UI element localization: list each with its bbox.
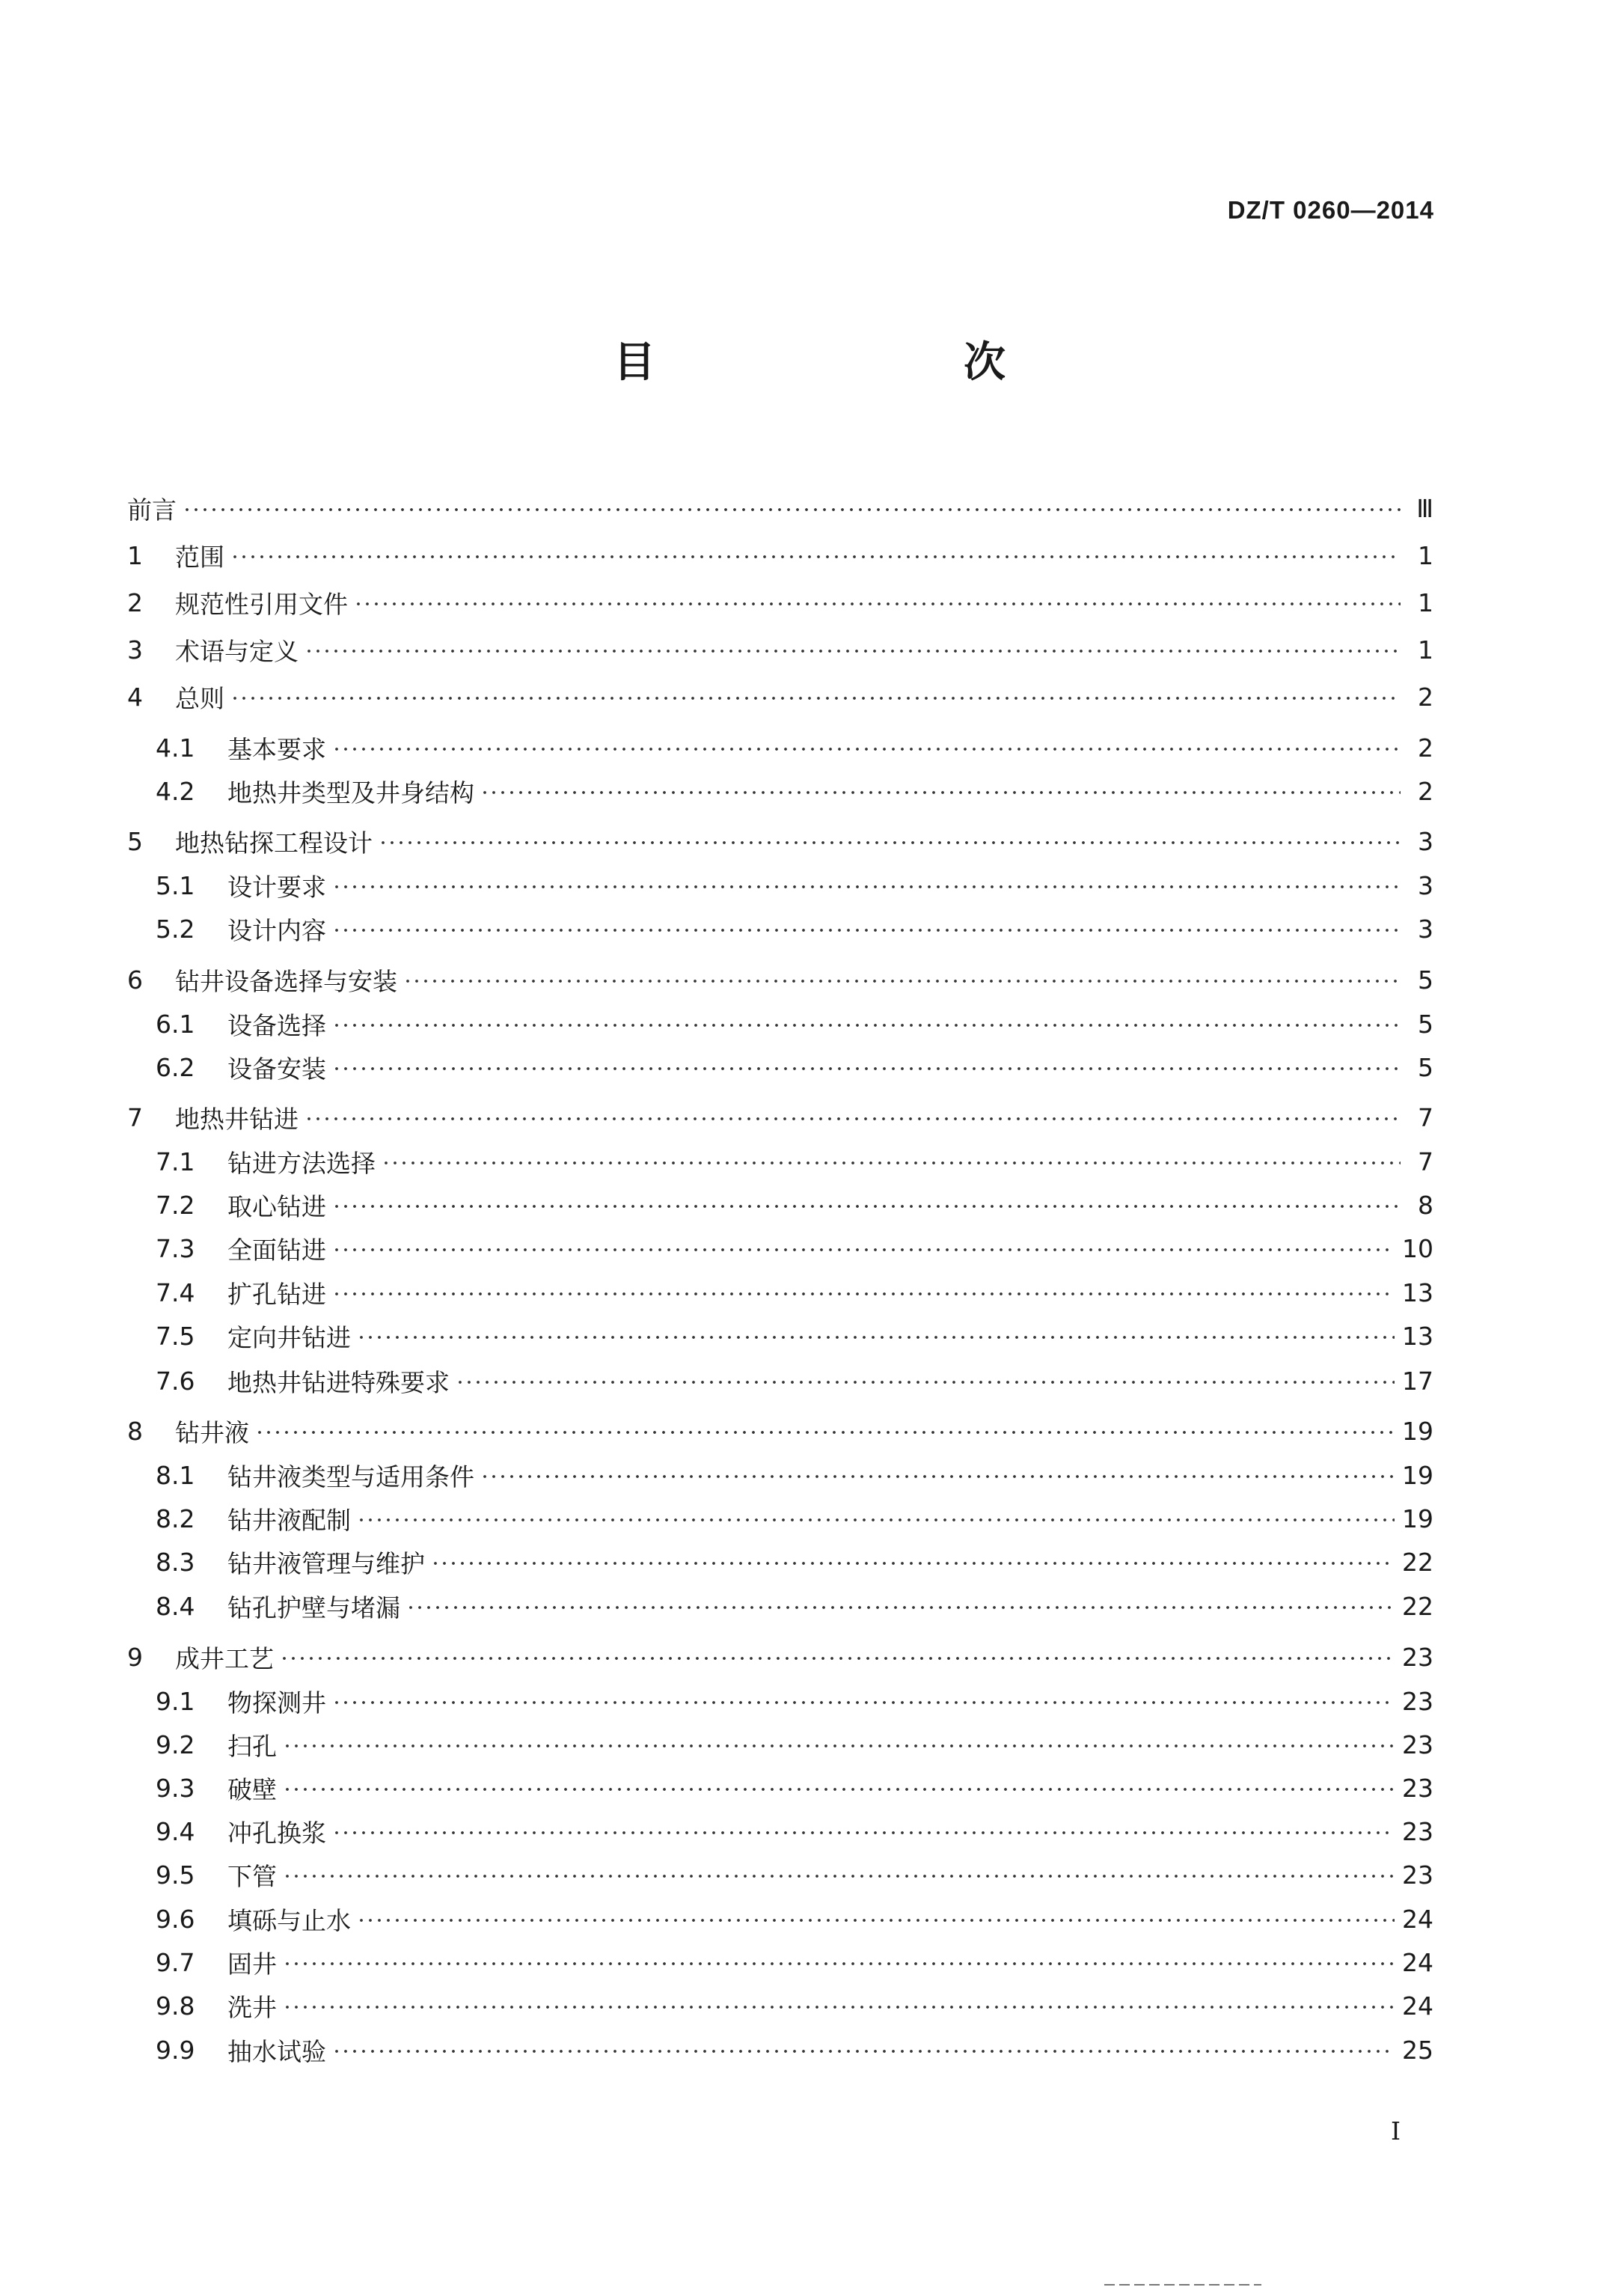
toc-entry-number: 8 (127, 1416, 143, 1446)
toc-entry (156, 729, 1433, 766)
toc-dot-leader (406, 1605, 1395, 1610)
toc-entry-label: 洗井 (227, 1992, 277, 2022)
toc-entry-label: 扩孔钻进 (227, 1279, 326, 1309)
toc-entry-number: 7.4 (156, 1277, 195, 1307)
toc-entry (156, 1274, 1433, 1311)
toc-entry-label: 下管 (227, 1861, 277, 1891)
toc-entry-page: 17 (1402, 1366, 1433, 1396)
toc-dot-leader (357, 1335, 1395, 1340)
toc-entry (156, 1048, 1433, 1086)
toc-dot-leader (230, 696, 1401, 700)
toc-dot-leader (382, 1161, 1401, 1165)
toc-entry-label: 钻井设备选择与安装 (175, 966, 397, 996)
standard-code: DZ/T 0260—2014 (1227, 196, 1434, 224)
toc-entry-label: 钻井液 (175, 1417, 249, 1447)
toc-entry-number: 9.2 (156, 1729, 195, 1759)
toc-entry-page: 19 (1402, 1416, 1433, 1446)
toc-entry-number: 8.2 (156, 1503, 195, 1533)
toc-entry-number: 2 (127, 587, 143, 617)
toc-entry-label: 前言 (127, 495, 177, 525)
toc-entry-number: 9.3 (156, 1773, 195, 1803)
toc-entry (127, 584, 1433, 621)
toc-entry-label: 物探测井 (227, 1688, 326, 1718)
toc-dot-leader (332, 1023, 1401, 1028)
toc-entry (127, 537, 1433, 574)
toc-entry-page: 23 (1402, 1729, 1433, 1759)
toc-entry-number: 5.1 (156, 870, 195, 900)
toc-entry (156, 1944, 1433, 1981)
toc-entry-number: 6 (127, 965, 143, 995)
toc-entry-number: 9.5 (156, 1860, 195, 1890)
toc-entry-label: 钻孔护壁与堵漏 (227, 1593, 400, 1622)
toc-entry-label: 地热井钻进 (175, 1104, 299, 1134)
toc-dot-leader (354, 602, 1401, 606)
toc-entry-number: 8.4 (156, 1591, 195, 1621)
toc-entry-page: 19 (1402, 1503, 1433, 1533)
toc-dot-leader (304, 1117, 1401, 1121)
toc-entry-page: 24 (1402, 1947, 1433, 1977)
toc-entry-label: 设计内容 (227, 915, 326, 945)
page-title: 目 次 (613, 338, 1080, 387)
toc-dot-leader (283, 1744, 1395, 1748)
toc-dot-leader (332, 928, 1401, 932)
toc-entry-page: 8 (1418, 1190, 1433, 1220)
toc-dot-leader (332, 1204, 1401, 1209)
toc-entry-number: 9.7 (156, 1947, 195, 1977)
toc-entry-label: 钻井液类型与适用条件 (227, 1462, 474, 1492)
toc-entry (127, 678, 1433, 715)
toc-entry-page: 7 (1418, 1102, 1433, 1132)
toc-entry (127, 822, 1433, 860)
toc-entry-page: 3 (1418, 870, 1433, 900)
toc-entry-label: 冲孔换浆 (227, 1818, 326, 1848)
toc-entry-page: 23 (1402, 1773, 1433, 1803)
toc-entry-label: 基本要求 (227, 734, 326, 764)
toc-entry (156, 1587, 1433, 1625)
toc-dot-leader (332, 2049, 1395, 2054)
toc-entry-label: 定向井钻进 (227, 1322, 351, 1352)
toc-entry (127, 961, 1433, 998)
toc-entry-page: 5 (1418, 965, 1433, 995)
toc-entry (156, 1362, 1433, 1399)
toc-dot-leader (230, 555, 1401, 559)
toc-entry-label: 全面钻进 (227, 1235, 326, 1265)
toc-entry-page: 13 (1402, 1321, 1433, 1351)
toc-entry-number: 7 (127, 1102, 143, 1132)
toc-entry (156, 910, 1433, 947)
toc-entry-label: 钻井液配制 (227, 1505, 351, 1535)
toc-entry-number: 8.3 (156, 1547, 195, 1577)
toc-entry (156, 1230, 1433, 1267)
toc-entry-label: 设计要求 (227, 872, 326, 902)
toc-entry-number: 3 (127, 635, 143, 665)
page-number: I (1390, 2116, 1401, 2146)
toc-entry-number: 7.6 (156, 1366, 195, 1396)
toc-entry (156, 1900, 1433, 1938)
toc-entry-label: 地热井类型及井身结构 (227, 778, 474, 807)
toc-entry-label: 总则 (175, 683, 224, 713)
toc-dot-leader (183, 507, 1401, 512)
toc-entry-number: 8.1 (156, 1460, 195, 1490)
toc-entry-page: 23 (1402, 1642, 1433, 1672)
toc-entry (156, 1186, 1433, 1224)
toc-entry (156, 867, 1433, 904)
toc-dot-leader (379, 840, 1401, 845)
toc-dot-leader (431, 1561, 1395, 1566)
toc-entry-page: 22 (1402, 1547, 1433, 1577)
toc-entry (156, 1856, 1433, 1893)
toc-entry-label: 地热钻探工程设计 (175, 828, 373, 858)
toc-entry-page: 1 (1418, 635, 1433, 665)
toc-dot-leader (332, 1700, 1395, 1705)
toc-entry-label: 设备选择 (227, 1010, 326, 1040)
toc-entry-page: 23 (1402, 1860, 1433, 1890)
toc-entry-number: 4.2 (156, 776, 195, 806)
toc-entry-page: 1 (1418, 540, 1433, 570)
toc-entry-page: 7 (1418, 1147, 1433, 1176)
toc-entry-label: 填砾与止水 (227, 1905, 351, 1935)
toc-entry-number: 4.1 (156, 733, 195, 763)
toc-dot-leader (283, 1787, 1395, 1792)
toc-dot-leader (283, 2005, 1395, 2009)
toc-entry-number: 5.2 (156, 914, 195, 944)
toc-dot-leader (480, 790, 1401, 795)
toc-entry-page: 23 (1402, 1816, 1433, 1846)
toc-entry-number: 9 (127, 1642, 143, 1672)
toc-entry-number: 4 (127, 682, 143, 712)
toc-entry-label: 抽水试验 (227, 2036, 326, 2066)
toc-entry-page: 13 (1402, 1277, 1433, 1307)
toc-entry-label: 范围 (175, 542, 224, 572)
toc-entry-page: 5 (1418, 1009, 1433, 1039)
toc-entry-label: 钻进方法选择 (227, 1148, 376, 1178)
toc-dot-leader (357, 1918, 1395, 1923)
toc-entry-page: 23 (1402, 1686, 1433, 1716)
toc-entry (156, 1726, 1433, 1763)
toc-dot-leader (456, 1380, 1395, 1384)
toc-entry (127, 489, 1433, 527)
toc-entry-number: 7.3 (156, 1233, 195, 1263)
toc-dot-leader (280, 1656, 1395, 1661)
toc-entry-page: 24 (1402, 1991, 1433, 2021)
toc-entry-page: Ⅲ (1416, 493, 1433, 523)
toc-dot-leader (480, 1474, 1395, 1479)
toc-entry-page: 2 (1418, 733, 1433, 763)
toc-entry (127, 1099, 1433, 1136)
toc-entry-page: 3 (1418, 914, 1433, 944)
toc-entry-page: 2 (1418, 682, 1433, 712)
toc-entry (156, 1682, 1433, 1720)
toc-entry-number: 7.1 (156, 1147, 195, 1176)
toc-entry-label: 扫孔 (227, 1731, 277, 1761)
toc-dot-leader (332, 1292, 1395, 1296)
toc-dot-leader (304, 649, 1401, 653)
toc-entry-number: 7.5 (156, 1321, 195, 1351)
toc-entry (156, 1813, 1433, 1850)
toc-entry-number: 1 (127, 540, 143, 570)
toc-entry-page: 25 (1402, 2035, 1433, 2065)
toc-dot-leader (283, 1961, 1395, 1966)
toc-entry (156, 1005, 1433, 1042)
toc-dot-leader (332, 747, 1401, 751)
toc-entry-label: 设备安装 (227, 1054, 326, 1084)
toc-entry-page: 5 (1418, 1052, 1433, 1082)
toc-entry (156, 1987, 1433, 2024)
toc-dot-leader (332, 1831, 1395, 1835)
toc-entry-number: 7.2 (156, 1190, 195, 1220)
toc-entry-page: 3 (1418, 826, 1433, 856)
toc-entry (156, 1500, 1433, 1537)
toc-entry (156, 1317, 1433, 1355)
footer-rule (1104, 2284, 1261, 2286)
toc-entry (156, 1769, 1433, 1807)
toc-dot-leader (332, 1066, 1401, 1071)
toc-entry-label: 钻井液管理与维护 (227, 1548, 425, 1578)
toc-entry-number: 9.4 (156, 1816, 195, 1846)
toc-entry-label: 规范性引用文件 (175, 589, 348, 619)
toc-entry (156, 1143, 1433, 1180)
toc-entry-page: 19 (1402, 1460, 1433, 1490)
toc-dot-leader (332, 885, 1401, 889)
toc-entry (156, 772, 1433, 810)
toc-dot-leader (283, 1874, 1395, 1878)
toc-dot-leader (403, 979, 1401, 983)
toc-dot-leader (255, 1430, 1395, 1435)
toc-dot-leader (332, 1248, 1395, 1252)
toc-entry-page: 22 (1402, 1591, 1433, 1621)
toc-entry-number: 5 (127, 826, 143, 856)
toc-entry-number: 9.9 (156, 2035, 195, 2065)
toc-entry-label: 地热井钻进特殊要求 (227, 1367, 450, 1397)
toc-entry-page: 10 (1402, 1233, 1433, 1263)
toc-entry-page: 24 (1402, 1904, 1433, 1934)
toc-entry-label: 破壁 (227, 1774, 277, 1804)
toc-entry-number: 6.2 (156, 1052, 195, 1082)
toc-entry (127, 1638, 1433, 1676)
toc-entry (156, 1543, 1433, 1581)
toc-dot-leader (357, 1518, 1395, 1522)
toc-entry-label: 取心钻进 (227, 1191, 326, 1221)
toc-entry-number: 9.6 (156, 1904, 195, 1934)
toc-entry-number: 6.1 (156, 1009, 195, 1039)
toc-entry-page: 1 (1418, 587, 1433, 617)
toc-entry-label: 成井工艺 (175, 1643, 274, 1673)
toc-entry (127, 1412, 1433, 1450)
toc-entry-number: 9.8 (156, 1991, 195, 2021)
toc-entry-page: 2 (1418, 776, 1433, 806)
toc-entry (156, 1456, 1433, 1494)
toc-entry (127, 631, 1433, 668)
toc-entry-number: 9.1 (156, 1686, 195, 1716)
toc-entry-label: 固井 (227, 1949, 277, 1979)
toc-entry (156, 2031, 1433, 2068)
toc-entry-label: 术语与定义 (175, 636, 299, 666)
